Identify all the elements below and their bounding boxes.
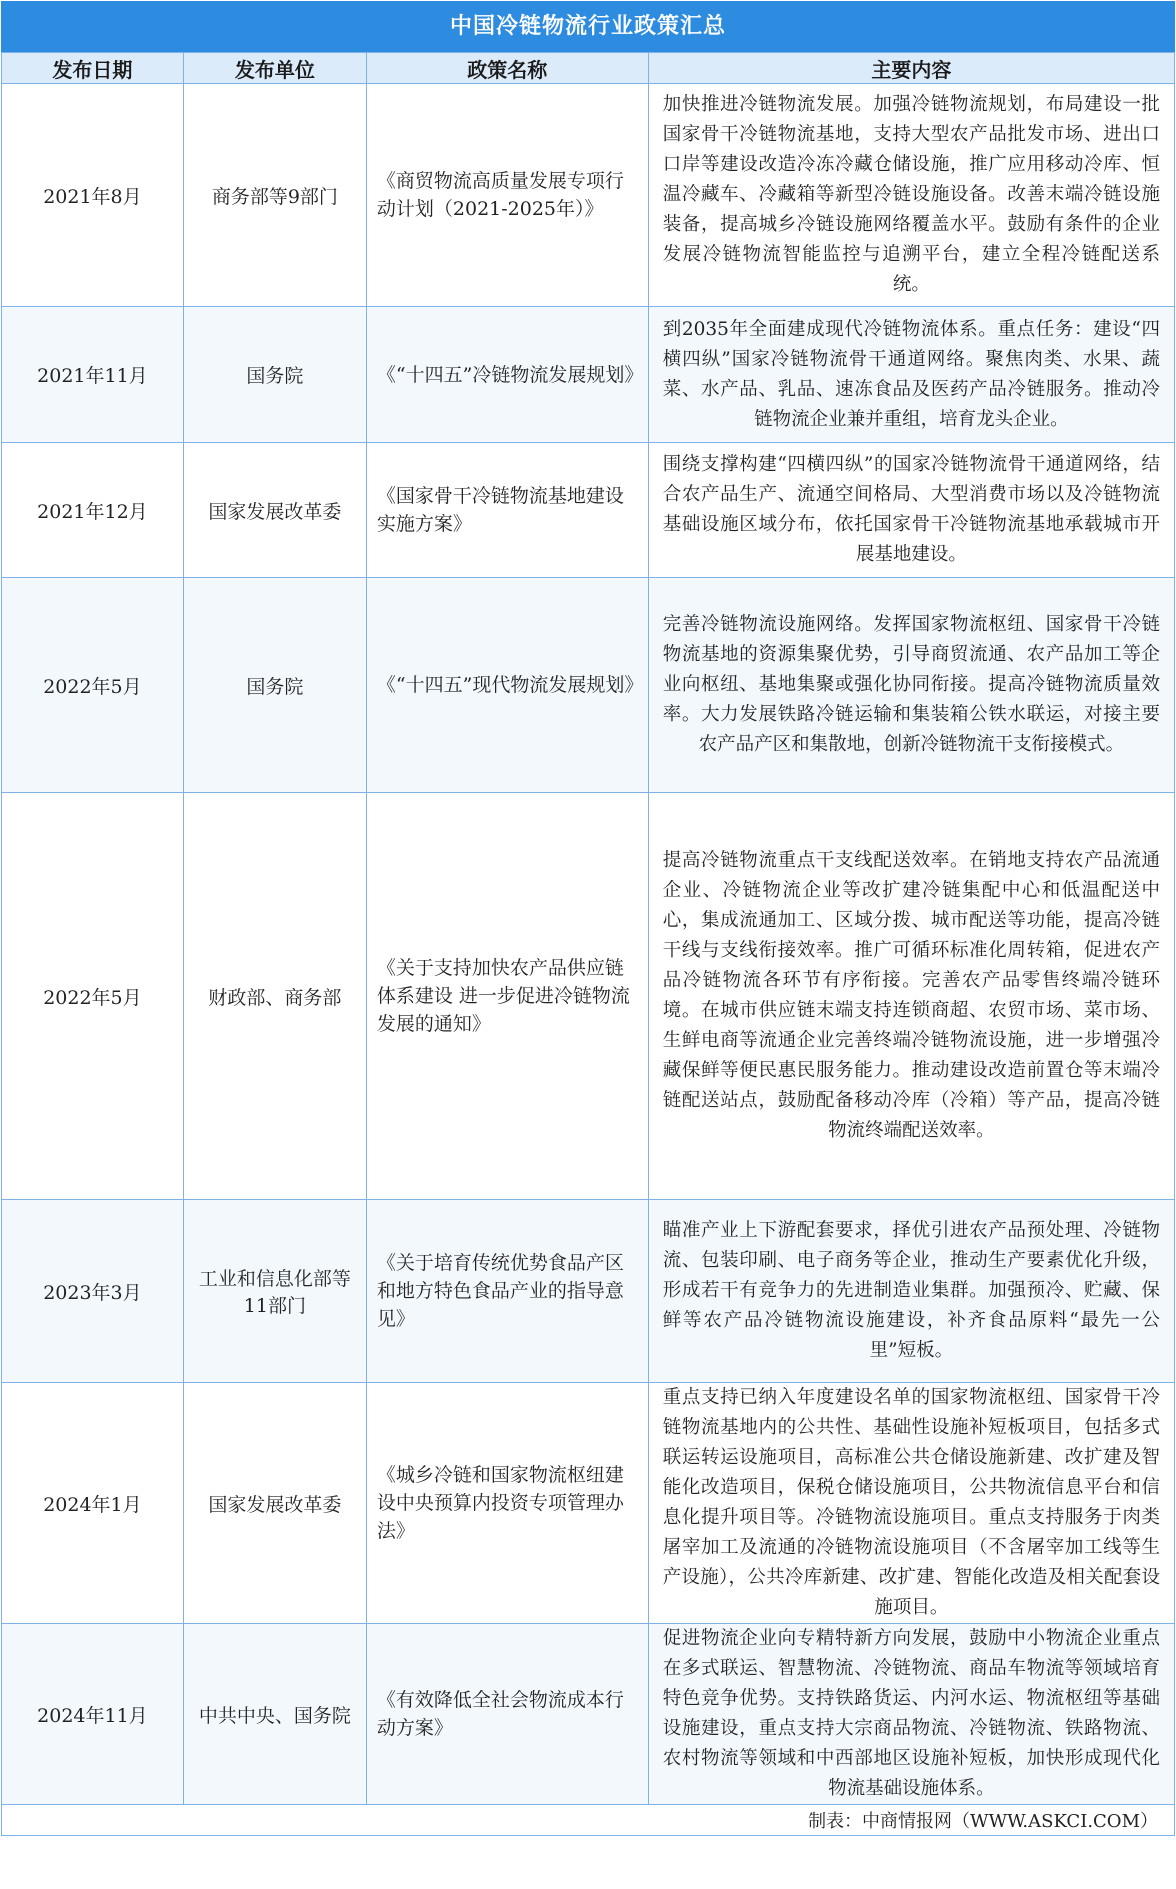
cell-content: 重点支持已纳入年度建设名单的国家物流枢纽、国家骨干冷链物流基地内的公共性、基础性设施补短板项目，包括多式联运转运设施项目，高标准公共仓储设施新建、改扩建及智能化改造项目，保税仓储设施项目，公共物流信息平台和信息化提升项目等。冷链物流设施项目。重点支持服务于肉类屠宰加工及流通的冷链物流设施项目（不含屠宰加工线等生产设施），公共冷库新建、改扩建、智能化改造及相关配套设施项目。: [648, 1383, 1174, 1624]
table-row: [2, 443, 1175, 578]
cell-policy-name: 《国家骨干冷链物流基地建设实施方案》: [366, 443, 648, 578]
cell-content: 提高冷链物流重点干支线配送效率。在销地支持农产品流通企业、冷链物流企业等改扩建冷链集配中心和低温配送中心，集成流通加工、区域分拨、城市配送等功能，提高冷链干线与支线衔接效率。推广可循环标准化周转箱，促进农产品冷链物流各环节有序衔接。完善农产品零售终端冷链环境。在城市供应链末端支持连锁商超、农贸市场、菜市场、生鲜电商等流通企业完善终端冷链物流设施，进一步增强冷藏保鲜等便民惠民服务能力。推动建设改造前置仓等末端冷链配送站点，鼓励配备移动冷库（冷箱）等产品，提高冷链物流终端配送效率。: [648, 793, 1174, 1200]
table-row: [2, 84, 1175, 307]
cell-date: 2024年1月: [2, 1383, 184, 1624]
header-date: 发布日期: [2, 53, 184, 84]
cell-content: 加快推进冷链物流发展。加强冷链物流规划，布局建设一批国家骨干冷链物流基地，支持大型农产品批发市场、进出口口岸等建设改造冷冻冷藏仓储设施，推广应用移动冷库、恒温冷藏车、冷藏箱等新型冷链设施设备。改善末端冷链设施装备，提高城乡冷链设施网络覆盖水平。鼓励有条件的企业发展冷链物流智能监控与追溯平台，建立全程冷链配送系统。: [648, 84, 1174, 307]
table-row: [2, 307, 1175, 443]
cell-unit: 中共中央、国务院: [183, 1624, 366, 1805]
header-unit: 发布单位: [183, 53, 366, 84]
table-title: 中国冷链物流行业政策汇总: [1, 1, 1175, 52]
table-row: [2, 578, 1175, 793]
cell-date: 2021年8月: [2, 84, 184, 307]
cell-date: 2022年5月: [2, 578, 184, 793]
cell-unit: 工业和信息化部等11部门: [183, 1200, 366, 1383]
table-row: [2, 1383, 1175, 1624]
cell-unit: 国务院: [183, 307, 366, 443]
header-row: [2, 53, 1175, 84]
cell-content: 完善冷链物流设施网络。发挥国家物流枢纽、国家骨干冷链物流基地的资源集聚优势，引导商贸流通、农产品加工等企业向枢纽、基地集聚或强化协同衔接。提高冷链物流质量效率。大力发展铁路冷链运输和集装箱公铁水联运，对接主要农产品产区和集散地，创新冷链物流干支衔接模式。: [648, 578, 1174, 793]
footer-row: [2, 1805, 1175, 1836]
cell-content: 瞄准产业上下游配套要求，择优引进农产品预处理、冷链物流、包装印刷、电子商务等企业，推动生产要素优化升级，形成若干有竞争力的先进制造业集群。加强预冷、贮藏、保鲜等农产品冷链物流设施建设，补齐食品原料“最先一公里”短板。: [648, 1200, 1174, 1383]
table-row: [2, 793, 1175, 1200]
cell-policy-name: 《有效降低全社会物流成本行动方案》: [366, 1624, 648, 1805]
table-row: [2, 1624, 1175, 1805]
table-row: [2, 1200, 1175, 1383]
cell-date: 2021年11月: [2, 307, 184, 443]
cell-content: 到2035年全面建成现代冷链物流体系。重点任务：建设“四横四纵”国家冷链物流骨干通道网络。聚焦肉类、水果、蔬菜、水产品、乳品、速冻食品及医药产品冷链服务。推动冷链物流企业兼并重组，培育龙头企业。: [648, 307, 1174, 443]
cell-policy-name: 《“十四五”冷链物流发展规划》: [366, 307, 648, 443]
cell-policy-name: 《关于培育传统优势食品产区和地方特色食品产业的指导意见》: [366, 1200, 648, 1383]
cell-content: 围绕支撑构建“四横四纵”的国家冷链物流骨干通道网络，结合农产品生产、流通空间格局、大型消费市场以及冷链物流基础设施区域分布，依托国家骨干冷链物流基地承载城市开展基地建设。: [648, 443, 1174, 578]
policy-table: [1, 52, 1175, 1836]
cell-unit: 国家发展改革委: [183, 1383, 366, 1624]
cell-unit: 国务院: [183, 578, 366, 793]
cell-date: 2022年5月: [2, 793, 184, 1200]
cell-date: 2021年12月: [2, 443, 184, 578]
cell-unit: 商务部等9部门: [183, 84, 366, 307]
header-content: 主要内容: [648, 53, 1174, 84]
cell-policy-name: 《“十四五”现代物流发展规划》: [366, 578, 648, 793]
cell-date: 2024年11月: [2, 1624, 184, 1805]
cell-policy-name: 《商贸物流高质量发展专项行动计划（2021-2025年）》: [366, 84, 648, 307]
source-credit: 制表：中商情报网（WWW.ASKCI.COM）: [2, 1805, 1175, 1836]
cell-policy-name: 《关于支持加快农产品供应链体系建设 进一步促进冷链物流发展的通知》: [366, 793, 648, 1200]
cell-content: 促进物流企业向专精特新方向发展，鼓励中小物流企业重点在多式联运、智慧物流、冷链物流、商品车物流等领域培育特色竞争优势。支持铁路货运、内河水运、物流枢纽等基础设施建设，重点支持大宗商品物流、冷链物流、铁路物流、农村物流等领域和中西部地区设施补短板，加快形成现代化物流基础设施体系。: [648, 1624, 1174, 1805]
cell-date: 2023年3月: [2, 1200, 184, 1383]
policy-table-container: [1, 1, 1175, 1836]
cell-unit: 财政部、商务部: [183, 793, 366, 1200]
cell-unit: 国家发展改革委: [183, 443, 366, 578]
cell-policy-name: 《城乡冷链和国家物流枢纽建设中央预算内投资专项管理办法》: [366, 1383, 648, 1624]
header-name: 政策名称: [366, 53, 648, 84]
